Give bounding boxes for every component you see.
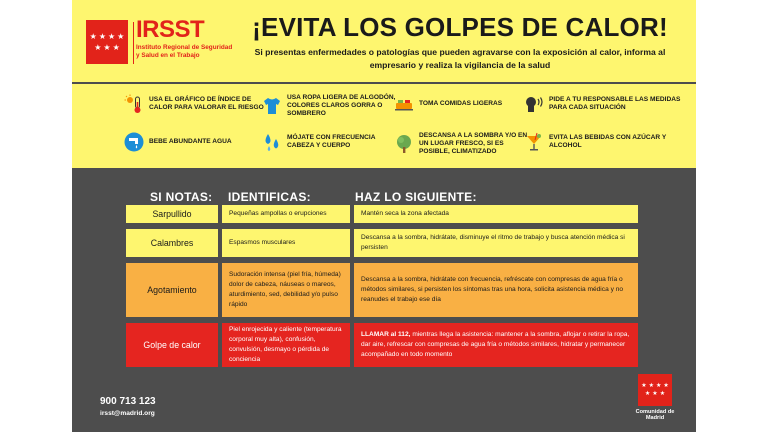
- identify-cell: Espasmos musculares: [222, 229, 350, 257]
- water-tap-icon: [124, 132, 144, 152]
- symptom-label: Agotamiento: [126, 263, 218, 317]
- call-emergency-text: LLAMAR al 112,: [361, 330, 411, 338]
- tip-text: DESCANSA A LA SOMBRA Y/O EN UN LUGAR FRESCO, SI ES POSIBLE, CLIMATIZADO: [419, 132, 528, 156]
- identify-cell: Sudoración intensa (piel fría, húmeda) dolor de cabeza, náuseas o mareos, aturdimiento, sed, debilidad y/o pulso rápido: [222, 263, 350, 317]
- water-drops-icon: [262, 132, 282, 152]
- identify-cell: Piel enrojecida y caliente (temperatura corporal muy alta), confusión, convulsión, desmayo o pérdida de conciencia: [222, 323, 350, 367]
- page-subtitle: Si presentas enfermedades o patologías que pueden agravarse con la exposición al calor, informa al empresario y realiza la vigilancia de la salud: [254, 47, 666, 70]
- madrid-stars-logo: ★ ★ ★ ★ ★ ★ ★: [86, 20, 128, 64]
- action-cell: [354, 323, 638, 367]
- tip-text: BEBE ABUNDANTE AGUA: [149, 137, 232, 145]
- logo-divider: [133, 22, 134, 64]
- contact-email: irsst@madrid.org: [100, 410, 155, 417]
- column-header-symptom: SI NOTAS:: [150, 190, 213, 204]
- contact-phone: 900 713 123: [100, 396, 156, 407]
- tip-item: [262, 94, 402, 119]
- action-cell: Mantén seca la zona afectada: [354, 205, 638, 223]
- action-cell: Descansa a la sombra, hidrátate con frecuencia, refréscate con compresas de agua fría o métodos similares, si persisten los síntomas tras una hora, solicita asistencia médica y no reanudes el trabajo ese día: [354, 263, 638, 317]
- column-header-identify: IDENTIFICAS:: [228, 190, 311, 204]
- poster-header: [72, 0, 696, 82]
- tip-item: [124, 132, 264, 152]
- light-meal-icon: [394, 94, 414, 114]
- region-name: Comunidad de Madrid: [635, 409, 675, 422]
- tip-text: EVITA LAS BEBIDAS CON AZÚCAR Y ALCOHOL: [549, 133, 667, 149]
- tip-text: MÓJATE CON FRECUENCIA CABEZA Y CUERPO: [287, 133, 376, 149]
- tip-text: USA ROPA LIGERA DE ALGODÓN, COLORES CLAROS GORRA O SOMBRERO: [287, 94, 396, 118]
- prevention-tips: [72, 84, 696, 168]
- tip-text: TOMA COMIDAS LIGERAS: [419, 99, 503, 107]
- action-cell: Descansa a la sombra, hidrátate, disminuye el ritmo de trabajo y busca atención médica si persisten: [354, 229, 638, 257]
- tip-text: USA EL GRÁFICO DE ÍNDICE DE CALOR PARA VALORAR EL RIESGO: [149, 95, 264, 111]
- symptom-label: Sarpullido: [126, 205, 218, 223]
- symptom-label: Calambres: [126, 229, 218, 257]
- symptom-label: Golpe de calor: [126, 323, 218, 367]
- tip-item: [262, 132, 402, 152]
- drink-cocktail-icon: [524, 132, 544, 152]
- page-title: ¡EVITA LOS GOLPES DE CALOR!: [252, 12, 668, 42]
- tip-item: [524, 94, 684, 114]
- thermometer-sun-icon: [124, 94, 144, 114]
- tip-item: [394, 132, 528, 157]
- tip-item: [524, 132, 684, 152]
- action-text: mientras llega la asistencia: mantener a la sombra, aflojar o retirar la ropa, dar aire, refrescar con compresas de agua fría o métodos similares, hidratar y permanecer acompañado en todo momento: [361, 330, 630, 359]
- tip-item: [124, 94, 264, 114]
- column-header-action: HAZ LO SIGUIENTE:: [355, 190, 477, 204]
- org-name: Instituto Regional de Seguridad y Salud en el Trabajo: [136, 44, 233, 59]
- comunidad-madrid-logo: ★ ★ ★ ★ ★ ★ ★: [638, 374, 672, 406]
- tip-item: [394, 94, 524, 114]
- tshirt-icon: [262, 96, 282, 116]
- tip-text: PIDE A TU RESPONSABLE LAS MEDIDAS PARA CADA SITUACIÓN: [549, 95, 681, 111]
- org-acronym: IRSST: [136, 16, 205, 43]
- heat-stroke-poster: [72, 0, 696, 432]
- speaking-person-icon: [524, 94, 544, 114]
- identify-cell: Pequeñas ampollas o erupciones: [222, 205, 350, 223]
- shade-tree-icon: [394, 134, 414, 154]
